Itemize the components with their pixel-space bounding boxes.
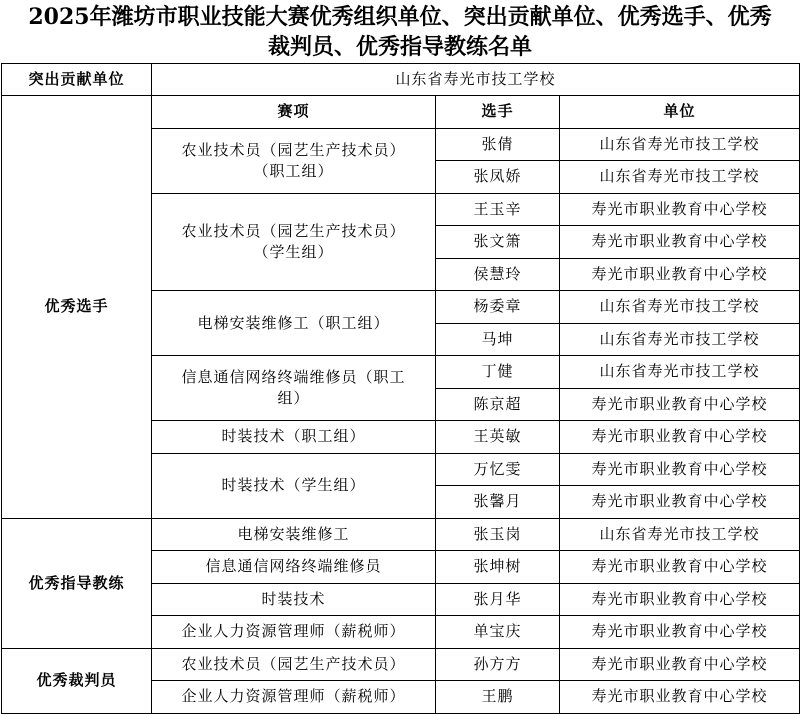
player-name: 丁健 — [436, 356, 560, 389]
referee-name: 孙方方 — [436, 648, 560, 681]
contribution-row — [2, 64, 800, 96]
category-players: 优秀选手 — [2, 96, 152, 519]
player-name: 王玉辛 — [436, 193, 560, 226]
player-unit: 山东省寿光市技工学校 — [560, 323, 800, 356]
coach-unit: 寿光市职业教育中心学校 — [560, 583, 800, 616]
coach-unit: 寿光市职业教育中心学校 — [560, 551, 800, 584]
player-event: 农业技术员（园艺生产技术员）（学生组） — [152, 193, 436, 291]
player-event: 时装技术（学生组） — [152, 453, 436, 518]
coach-unit: 寿光市职业教育中心学校 — [560, 616, 800, 649]
awards-table-body — [2, 64, 800, 714]
category-referees: 优秀裁判员 — [2, 648, 152, 713]
player-name: 万忆雯 — [436, 453, 560, 486]
player-unit: 寿光市职业教育中心学校 — [560, 388, 800, 421]
player-event: 时装技术（职工组） — [152, 421, 436, 454]
player-name: 马坤 — [436, 323, 560, 356]
player-name: 张馨月 — [436, 486, 560, 519]
header-unit: 单位 — [560, 96, 800, 129]
referee-name: 王鹏 — [436, 681, 560, 714]
referee-event: 农业技术员（园艺生产技术员） — [152, 648, 436, 681]
player-unit: 寿光市职业教育中心学校 — [560, 486, 800, 519]
player-event: 农业技术员（园艺生产技术员）（职工组） — [152, 128, 436, 193]
coach-name: 张月华 — [436, 583, 560, 616]
referee-row — [2, 648, 800, 681]
contribution-label: 突出贡献单位 — [2, 64, 152, 96]
coach-row — [2, 518, 800, 551]
player-event: 信息通信网络终端维修员（职工组） — [152, 356, 436, 421]
coach-event: 信息通信网络终端维修员 — [152, 551, 436, 584]
player-name: 王英敏 — [436, 421, 560, 454]
player-unit: 山东省寿光市技工学校 — [560, 356, 800, 389]
coach-event: 电梯安装维修工 — [152, 518, 436, 551]
player-name: 陈京超 — [436, 388, 560, 421]
referee-event: 企业人力资源管理师（薪税师） — [152, 681, 436, 714]
coach-name: 张坤树 — [436, 551, 560, 584]
player-name: 张凤娇 — [436, 161, 560, 194]
awards-table — [1, 63, 800, 714]
player-name: 侯慧玲 — [436, 258, 560, 291]
player-unit: 山东省寿光市技工学校 — [560, 291, 800, 324]
player-name: 张文箫 — [436, 226, 560, 259]
player-unit: 寿光市职业教育中心学校 — [560, 193, 800, 226]
player-unit: 寿光市职业教育中心学校 — [560, 453, 800, 486]
header-player: 选手 — [436, 96, 560, 129]
title-line-1: 2025年潍坊市职业技能大赛优秀组织单位、突出贡献单位、优秀选手、优秀 — [28, 4, 772, 30]
player-unit: 寿光市职业教育中心学校 — [560, 258, 800, 291]
category-coaches: 优秀指导教练 — [2, 518, 152, 648]
coach-event: 企业人力资源管理师（薪税师） — [152, 616, 436, 649]
player-unit: 寿光市职业教育中心学校 — [560, 421, 800, 454]
player-name: 杨委章 — [436, 291, 560, 324]
players-header-row — [2, 96, 800, 129]
player-name: 张倩 — [436, 128, 560, 161]
coach-unit: 山东省寿光市技工学校 — [560, 518, 800, 551]
referee-unit: 寿光市职业教育中心学校 — [560, 681, 800, 714]
coach-name: 张玉岗 — [436, 518, 560, 551]
document-title — [0, 2, 800, 62]
player-unit: 寿光市职业教育中心学校 — [560, 226, 800, 259]
coach-event: 时装技术 — [152, 583, 436, 616]
player-unit: 山东省寿光市技工学校 — [560, 128, 800, 161]
referee-unit: 寿光市职业教育中心学校 — [560, 648, 800, 681]
header-event: 赛项 — [152, 96, 436, 129]
title-line-2: 裁判员、优秀指导教练名单 — [267, 34, 532, 60]
player-unit: 山东省寿光市技工学校 — [560, 161, 800, 194]
coach-name: 单宝庆 — [436, 616, 560, 649]
contribution-value: 山东省寿光市技工学校 — [152, 64, 800, 96]
player-event: 电梯安装维修工（职工组） — [152, 291, 436, 356]
